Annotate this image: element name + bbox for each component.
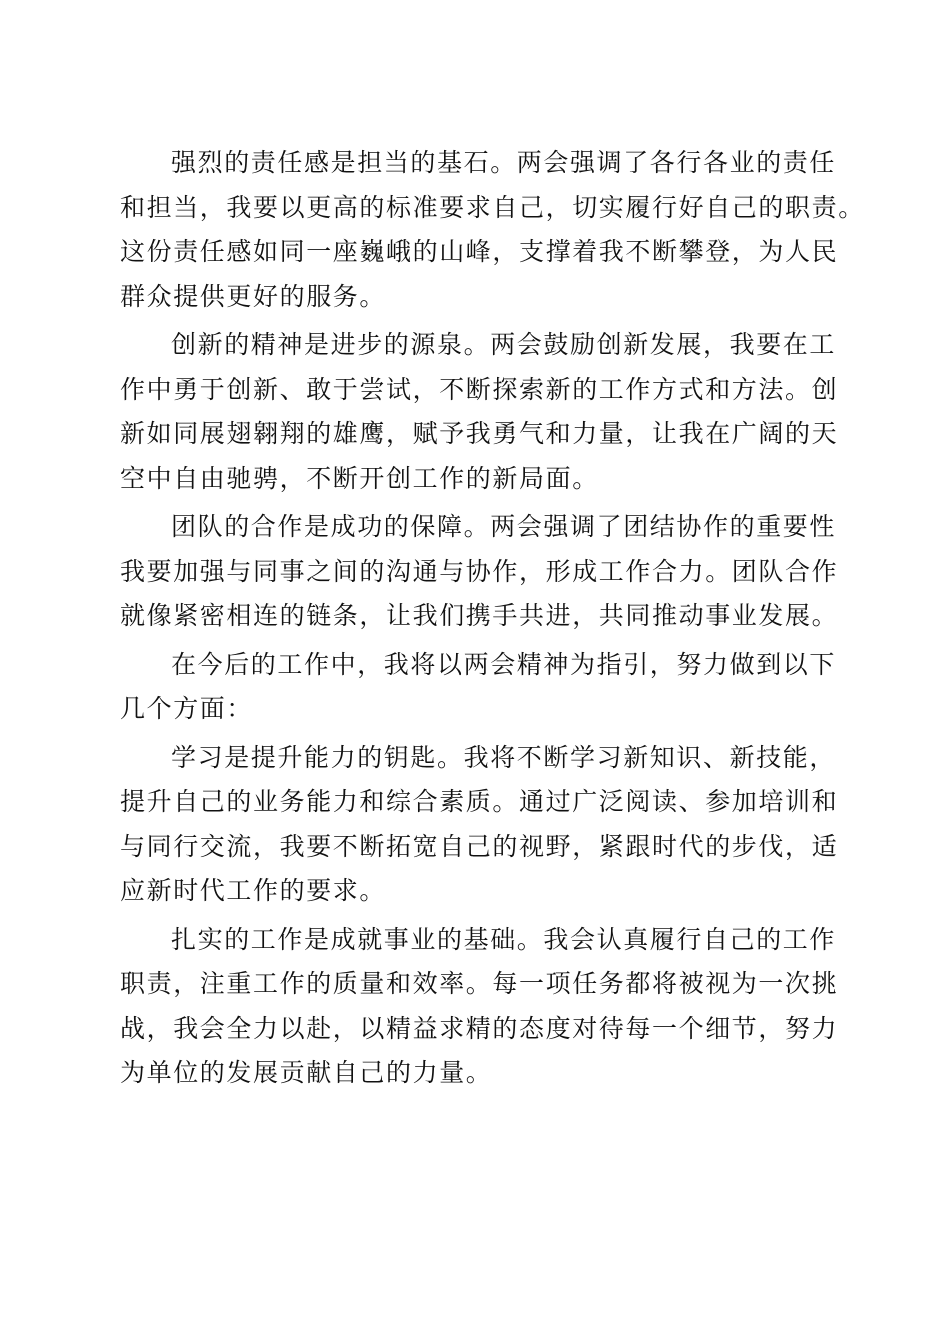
paragraph-line: 团队的合作是成功的保障。两会强调了团结协作的重要性 (171, 512, 837, 541)
paragraph-line: 群众提供更好的服务。 (120, 281, 387, 311)
paragraph-teamwork (120, 505, 839, 639)
paragraph-line: 强烈的责任感是担当的基石。两会强调了各行各业的责任 (171, 148, 837, 177)
paragraph-line: 战，我会全力以赴，以精益求精的态度对待每一个细节，努力 (120, 1013, 839, 1043)
paragraph-future-work (120, 643, 837, 732)
paragraph-responsibility (120, 141, 865, 319)
paragraph-learning (120, 736, 839, 914)
document-body (120, 141, 865, 1100)
paragraph-line: 作中勇于创新、敢于尝试，不断探索新的工作方式和方法。创 (120, 374, 839, 404)
paragraph-line: 为单位的发展贡献自己的力量。 (120, 1058, 493, 1087)
paragraph-line: 就像紧密相连的链条，让我们携手共进，共同推动事业发展。 (120, 601, 839, 630)
paragraph-solid-work (120, 918, 839, 1096)
paragraph-line: 创新的精神是进步的源泉。两会鼓励创新发展，我要在工 (171, 330, 837, 359)
paragraph-line: 职责，注重工作的质量和效率。每一项任务都将被视为一次挑 (120, 969, 839, 998)
paragraph-line: 学习是提升能力的钥匙。我将不断学习新知识、新技能， (171, 742, 837, 772)
paragraph-line: 在今后的工作中，我将以两会精神为指引，努力做到以下 (171, 649, 837, 679)
paragraph-innovation (120, 323, 839, 501)
paragraph-line: 扎实的工作是成就事业的基础。我会认真履行自己的工作 (171, 924, 837, 954)
paragraph-line: 应新时代工作的要求。 (120, 876, 387, 905)
paragraph-line: 这份责任感如同一座巍峨的山峰，支撑着我不断攀登，为人民 (120, 237, 839, 266)
paragraph-line: 我要加强与同事之间的沟通与协作，形成工作合力。团队合作 (120, 556, 839, 586)
paragraph-line: 与同行交流，我要不断拓宽自己的视野，紧跟时代的步伐，适 (120, 831, 839, 861)
paragraph-line: 几个方面： (120, 694, 254, 723)
paragraph-line: 新如同展翅翱翔的雄鹰，赋予我勇气和力量，让我在广阔的天 (120, 419, 839, 448)
paragraph-line: 提升自己的业务能力和综合素质。通过广泛阅读、参加培训和 (120, 787, 839, 816)
paragraph-line: 空中自由驰骋，不断开创工作的新局面。 (120, 463, 599, 493)
paragraph-line: 和担当，我要以更高的标准要求自己，切实履行好自己的职责。 (120, 192, 865, 222)
